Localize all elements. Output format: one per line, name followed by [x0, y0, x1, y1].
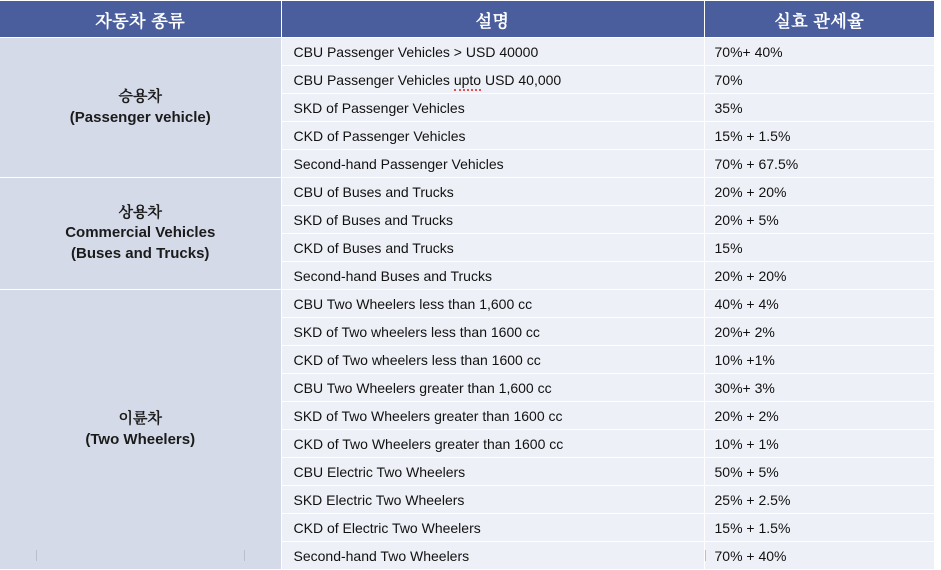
- description-cell: SKD of Passenger Vehicles: [281, 94, 704, 122]
- table-row: [0, 38, 934, 66]
- rate-cell: 15% + 1.5%: [704, 514, 934, 542]
- rate-cell: 70%: [704, 66, 934, 94]
- category-cell-passenger-vehicle: [0, 38, 281, 178]
- rate-cell: 20% + 20%: [704, 178, 934, 206]
- rate-cell: 25% + 2.5%: [704, 486, 934, 514]
- rate-cell: 20% + 20%: [704, 262, 934, 290]
- category-label-en: (Two Wheelers): [85, 430, 196, 448]
- description-cell: CKD of Two Wheelers greater than 1600 cc: [281, 430, 704, 458]
- description-cell: Second-hand Two Wheelers: [281, 542, 704, 570]
- column-header-description: 설명: [281, 1, 704, 38]
- description-cell: SKD of Two wheelers less than 1600 cc: [281, 318, 704, 346]
- description-text-misspelled: upto: [454, 72, 481, 91]
- rate-cell: 15% + 1.5%: [704, 122, 934, 150]
- description-cell: Second-hand Passenger Vehicles: [281, 150, 704, 178]
- description-text-post: USD 40,000: [481, 71, 562, 88]
- table-header: [0, 1, 934, 38]
- table-row: [0, 178, 934, 206]
- table-row: [0, 290, 934, 318]
- description-cell: CBU Passenger Vehicles > USD 40000: [281, 38, 704, 66]
- description-cell: CKD of Electric Two Wheelers: [281, 514, 704, 542]
- category-label-en-line1: Commercial Vehicles: [65, 224, 216, 242]
- column-header-effective-tariff: 실효 관세율: [704, 1, 934, 38]
- description-cell: SKD of Two Wheelers greater than 1600 cc: [281, 402, 704, 430]
- rate-cell: 10% + 1%: [704, 430, 934, 458]
- category-label-en-line2: (Buses and Trucks): [71, 244, 210, 262]
- description-cell: CBU Electric Two Wheelers: [281, 458, 704, 486]
- rate-cell: 20% + 5%: [704, 206, 934, 234]
- rate-cell: 70% + 67.5%: [704, 150, 934, 178]
- column-header-vehicle-type: 자동차 종류: [0, 1, 281, 38]
- description-cell: SKD Electric Two Wheelers: [281, 486, 704, 514]
- category-label-en: (Passenger vehicle): [69, 108, 211, 126]
- description-cell: SKD of Buses and Trucks: [281, 206, 704, 234]
- rate-cell: 70% + 40%: [704, 542, 934, 570]
- description-cell: Second-hand Buses and Trucks: [281, 262, 704, 290]
- description-cell: CBU Two Wheelers greater than 1,600 cc: [281, 374, 704, 402]
- rate-cell: 10% +1%: [704, 346, 934, 374]
- rate-cell: 30%+ 3%: [704, 374, 934, 402]
- description-cell: CBU Two Wheelers less than 1,600 cc: [281, 290, 704, 318]
- rate-cell: 15%: [704, 234, 934, 262]
- rate-cell: 50% + 5%: [704, 458, 934, 486]
- rate-cell: 20%+ 2%: [704, 318, 934, 346]
- rate-cell: 40% + 4%: [704, 290, 934, 318]
- rate-cell: 70%+ 40%: [704, 38, 934, 66]
- table-header-row: [0, 1, 934, 38]
- description-cell: CKD of Two wheelers less than 1600 cc: [281, 346, 704, 374]
- category-label-kr: 승용차: [118, 88, 162, 106]
- rate-cell: 20% + 2%: [704, 402, 934, 430]
- page-edge-marks: [0, 550, 941, 561]
- category-label-kr: 상용차: [118, 204, 162, 222]
- description-cell: CKD of Buses and Trucks: [281, 234, 704, 262]
- table-body: [0, 38, 934, 570]
- category-label-kr: 이륜차: [118, 410, 162, 428]
- description-cell: CBU of Buses and Trucks: [281, 178, 704, 206]
- rate-cell: 35%: [704, 94, 934, 122]
- description-cell: [281, 66, 704, 94]
- description-cell: CKD of Passenger Vehicles: [281, 122, 704, 150]
- category-cell-commercial-vehicles: [0, 178, 281, 290]
- category-cell-two-wheelers: [0, 290, 281, 570]
- description-text-pre: CBU Passenger Vehicles: [293, 71, 454, 88]
